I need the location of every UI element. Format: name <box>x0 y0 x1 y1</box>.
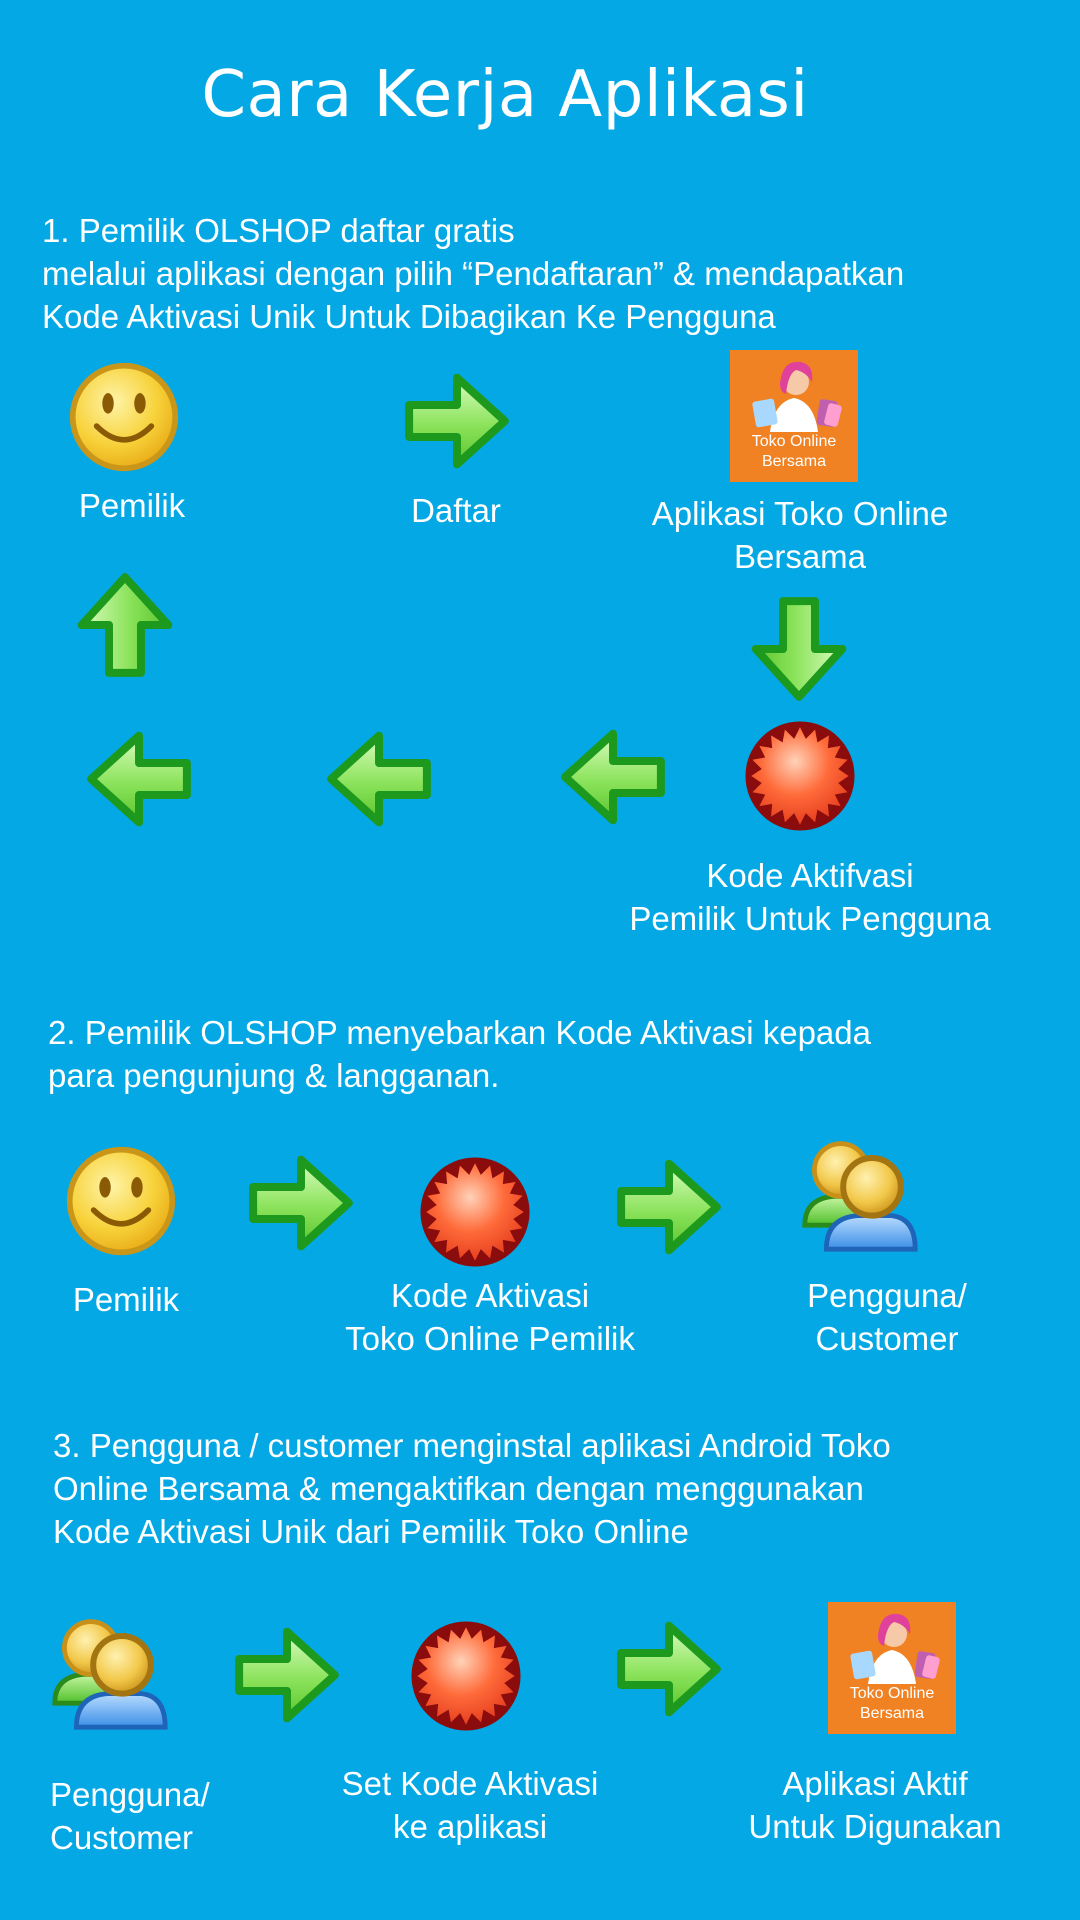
app-icon-text: Toko Online Bersama <box>849 1685 935 1722</box>
user-label: Pengguna/ Customer <box>807 1277 967 1357</box>
set-code-label: Set Kode Aktivasi ke aplikasi <box>341 1765 599 1845</box>
arrow-up-icon <box>68 568 182 682</box>
arrow-right-icon <box>230 1618 344 1732</box>
smiley-icon <box>67 360 181 474</box>
arrow-left-icon <box>82 722 196 836</box>
owner-label: Pemilik <box>72 1281 180 1318</box>
app-icon <box>730 350 858 482</box>
activation-seal-icon <box>408 1618 524 1734</box>
app-icon <box>828 1602 956 1734</box>
users-icon <box>50 1612 170 1732</box>
arrow-right-icon <box>400 364 514 478</box>
arrow-right-icon <box>612 1612 726 1726</box>
arrow-left-icon <box>322 722 436 836</box>
activation-seal-icon <box>742 718 858 834</box>
arrow-right-icon <box>244 1146 358 1260</box>
step-2-description: 2. Pemilik OLSHOP menyebarkan Kode Aktivasi kepada para pengunjung & langganan. <box>48 1014 871 1094</box>
users-icon <box>800 1134 920 1254</box>
arrow-left-icon <box>556 720 670 834</box>
owner-label: Pemilik <box>78 487 186 524</box>
step-3-description: 3. Pengguna / customer menginstal aplikasi Android Toko Online Bersama & mengaktifkan dengan menggunakan Kode Aktivasi Unik dari Pemilik Toko Online <box>53 1427 891 1550</box>
arrow-down-icon <box>742 592 856 706</box>
woman-shopping-icon <box>730 354 858 434</box>
register-label: Daftar <box>411 492 501 529</box>
app-label: Aplikasi Toko Online Bersama <box>651 495 949 575</box>
arrow-right-icon <box>612 1150 726 1264</box>
smiley-icon <box>64 1144 178 1258</box>
page-title: Cara Kerja Aplikasi <box>201 58 809 132</box>
woman-shopping-icon <box>828 1606 956 1686</box>
activation-code-label: Kode Aktifvasi Pemilik Untuk Pengguna <box>629 857 991 937</box>
app-active-label: Aplikasi Aktif Untuk Digunakan <box>748 1765 1002 1845</box>
app-icon-text: Toko Online Bersama <box>751 433 837 470</box>
step-1-description: 1. Pemilik OLSHOP daftar gratis melalui aplikasi dengan pilih “Pendaftaran” & mendapatkan Kode Aktivasi Unik Untuk Dibagikan Ke Pengguna <box>42 212 905 335</box>
user-label: Pengguna/ Customer <box>50 1776 210 1856</box>
activation-seal-icon <box>417 1154 533 1270</box>
activation-code-label: Kode Aktivasi Toko Online Pemilik <box>345 1277 635 1357</box>
